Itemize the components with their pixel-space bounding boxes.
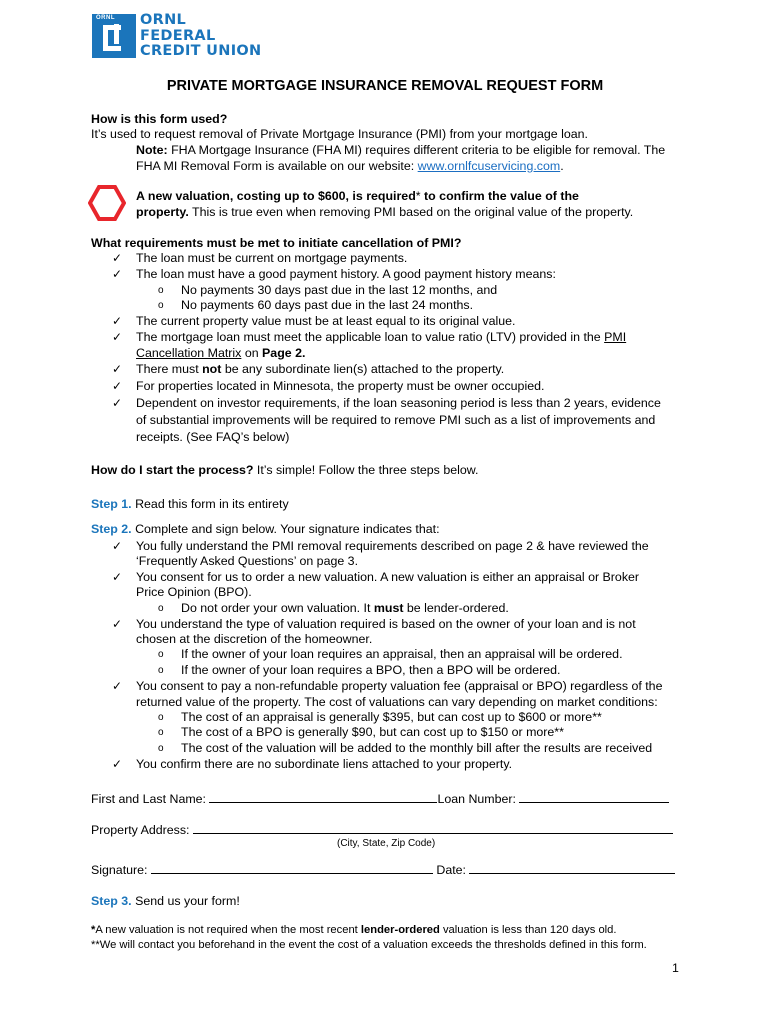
process-intro [91, 463, 478, 477]
req-4-text: The mortgage loan must meet the applicable loan to value ratio (LTV) provided in the [136, 330, 605, 344]
process-heading: How do I start the process? [91, 463, 254, 477]
name-loan-row [91, 791, 669, 806]
check-icon: ✓ [112, 570, 123, 584]
property-address-field[interactable] [193, 822, 673, 834]
step2-s1b: ‘Frequently Asked Questions’ on page 3. [136, 554, 359, 568]
logo-line-1: ORNL [140, 12, 187, 28]
step2-s3b: chosen at the discretion of the homeowner. [136, 632, 373, 646]
req-7c: receipts. (See FAQ’s below) [136, 430, 290, 444]
req-4 [136, 330, 626, 344]
logo-small-text: ORNL [96, 15, 115, 21]
check-icon: ✓ [112, 757, 123, 771]
circle-bullet-icon: o [158, 649, 164, 660]
cancellation-matrix-link[interactable]: Cancellation Matrix [136, 346, 242, 360]
req-5-b: not [202, 362, 222, 376]
signature-label: Signature: [91, 863, 151, 877]
servicing-website-link[interactable]: www.ornlfcuservicing.com [417, 159, 561, 173]
pmi-matrix-link[interactable]: PMI [604, 330, 627, 344]
loan-number-label: Loan Number: [437, 792, 520, 806]
step2-s3d: If the owner of your loan requires a BPO, then a BPO will be ordered. [181, 663, 561, 677]
circle-bullet-icon: o [158, 665, 164, 676]
circle-bullet-icon: o [158, 712, 164, 723]
s2c-c: be lender-ordered. [403, 601, 509, 615]
signature-row [91, 862, 675, 877]
note-text-2: FHA MI Removal Form is available on our website: [136, 159, 418, 173]
address-row [91, 822, 673, 837]
circle-bullet-icon: o [158, 300, 164, 311]
req-1: The loan must be current on mortgage payments. [136, 251, 408, 265]
step2-s3c: If the owner of your loan requires an appraisal, then an appraisal will be ordered. [181, 647, 623, 661]
ornl-logo-mark [92, 14, 136, 58]
step2-s4b: returned value of the property. The cost of valuations can vary depending on market conditions: [136, 695, 658, 709]
check-icon: ✓ [112, 379, 123, 393]
property-address-label: Property Address: [91, 823, 193, 837]
circle-bullet-icon: o [158, 603, 164, 614]
logo-bar [114, 24, 119, 44]
note-text-1: FHA Mortgage Insurance (FHA MI) requires different criteria to be eligible for removal. The [167, 143, 666, 157]
logo-wordmark [140, 13, 261, 60]
req-4-line2 [136, 346, 305, 360]
step-1-label: Step 1. [91, 497, 132, 511]
footnote-1-a: A new valuation is not required when the most recent [95, 924, 361, 936]
req-3: The current property value must be at least equal to its original value. [136, 314, 516, 328]
footnote-1-b: lender-ordered [360, 924, 440, 936]
req-6: For properties located in Minnesota, the property must be owner occupied. [136, 379, 545, 393]
name-field[interactable] [209, 791, 437, 803]
circle-bullet-icon: o [158, 285, 164, 296]
check-icon: ✓ [112, 362, 123, 376]
warning-bold-2: to confirm the value of the [420, 189, 579, 203]
date-field[interactable] [469, 862, 675, 874]
date-label: Date: [432, 863, 470, 877]
req-5-c: be any subordinate lien(s) attached to the property. [221, 362, 505, 376]
step2-s1a: You fully understand the PMI removal requirements described on page 2 & have reviewed the [136, 539, 649, 553]
req-7b: of substantial improvements will be required to remove PMI such as a list of improvements and [136, 413, 656, 427]
req-5 [136, 362, 504, 376]
s2c-b: must [373, 601, 404, 615]
step2-s4e: The cost of the valuation will be added to the monthly bill after the results are received [181, 741, 653, 755]
step2-s2b: Price Opinion (BPO). [136, 585, 252, 599]
warning-text: This is true even when removing PMI based on the original value of the property. [188, 205, 634, 219]
q1-text: It’s used to request removal of Private Mortgage Insurance (PMI) from your mortgage loan. [91, 127, 588, 141]
check-icon: ✓ [112, 679, 123, 693]
check-icon: ✓ [112, 314, 123, 328]
signature-field[interactable] [151, 862, 433, 874]
footnote-1-c: valuation is less than 120 days old. [439, 924, 617, 936]
loan-number-field[interactable] [519, 791, 669, 803]
warning-bold-3: property. [136, 205, 189, 219]
step-3-text: Send us your form! [131, 894, 240, 908]
s2c-a: Do not order your own valuation. It [181, 601, 374, 615]
req-5-a: There must [136, 362, 203, 376]
check-icon: ✓ [112, 539, 123, 553]
step-1-text: Read this form in its entirety [131, 497, 289, 511]
footnote-1-star: * [91, 924, 96, 936]
req-4-page: Page 2. [262, 346, 306, 360]
step2-s4c: The cost of an appraisal is generally $395, but can cost up to $600 or more** [181, 710, 602, 724]
req-7a: Dependent on investor requirements, if the loan seasoning period is less than 2 years, evidence [136, 396, 661, 410]
check-icon: ✓ [112, 267, 123, 281]
warning-line-1 [136, 189, 579, 203]
req-2: The loan must have a good payment history. A good payment history means: [136, 267, 556, 281]
step-2 [91, 522, 440, 536]
logo-line-3: CREDIT UNION [140, 43, 262, 59]
warning-line-2 [136, 205, 633, 219]
footnote-2: **We will contact you beforehand in the event the cost of a valuation exceeds the thresholds defined in this form. [91, 939, 647, 951]
step2-s5: You confirm there are no subordinate liens attached to your property. [136, 757, 513, 771]
note-label: Note: [136, 143, 168, 157]
circle-bullet-icon: o [158, 743, 164, 754]
step-2-label: Step 2. [91, 522, 132, 536]
warning-octagon-icon [88, 185, 126, 221]
step-2-text: Complete and sign below. Your signature indicates that: [131, 522, 440, 536]
warning-bold-1: A new valuation, costing up to $600, is required [136, 189, 416, 203]
step2-s4a: You consent to pay a non-refundable property valuation fee (appraisal or BPO) regardless of the [136, 679, 663, 693]
step2-s2c [181, 601, 509, 615]
step2-s2a: You consent for us to order a new valuation. A new valuation is either an appraisal or Broker [136, 570, 640, 584]
step-3 [91, 894, 240, 908]
form-title: PRIVATE MORTGAGE INSURANCE REMOVAL REQUEST FORM [166, 78, 604, 94]
check-icon: ✓ [112, 396, 123, 410]
step2-s4d: The cost of a BPO is generally $90, but can cost up to $150 or more** [181, 725, 564, 739]
q1-note [136, 143, 665, 157]
q1-heading: How is this form used? [91, 112, 228, 126]
logo-line-2: FEDERAL [140, 27, 216, 44]
warning-star: * [415, 189, 421, 203]
req-4-on: on [241, 346, 263, 360]
req-2a: No payments 30 days past due in the last 12 months, and [181, 283, 498, 297]
circle-bullet-icon: o [158, 727, 164, 738]
name-label: First and Last Name: [91, 792, 210, 806]
requirements-heading: What requirements must be met to initiate cancellation of PMI? [91, 236, 462, 250]
page-number: 1 [672, 961, 679, 975]
process-text: It’s simple! Follow the three steps below. [253, 463, 479, 477]
address-hint: (City, State, Zip Code) [337, 838, 436, 849]
req-2b: No payments 60 days past due in the last 24 months. [181, 298, 474, 312]
step-3-label: Step 3. [91, 894, 132, 908]
check-icon: ✓ [112, 251, 123, 265]
step-1 [91, 497, 289, 511]
step2-s3a: You understand the type of valuation required is based on the owner of your loan and is not [136, 617, 636, 631]
check-icon: ✓ [112, 617, 123, 631]
q1-note-line2 [136, 159, 564, 173]
check-icon: ✓ [112, 330, 123, 344]
note-end: . [560, 159, 564, 173]
footnote-1 [91, 924, 616, 936]
